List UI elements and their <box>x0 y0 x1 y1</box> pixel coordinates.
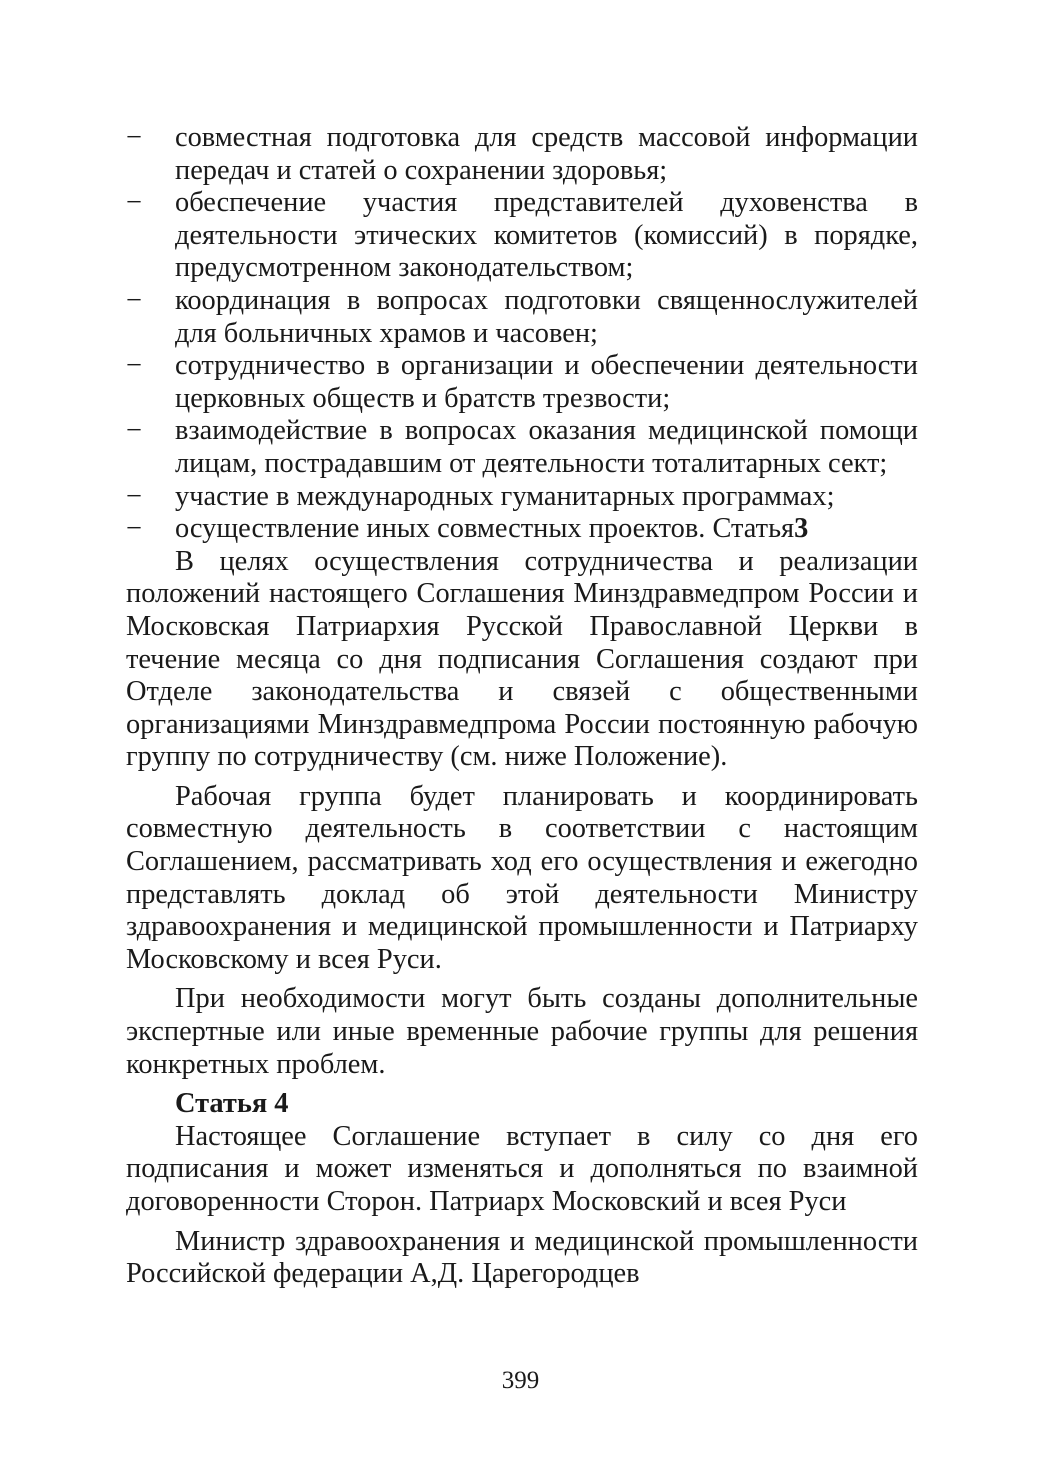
dash-marker: − <box>126 480 143 512</box>
dash-marker: − <box>126 513 143 545</box>
bullet-text: координация в вопросах подготовки священнослужителей для больничных храмов и часовен; <box>175 284 918 349</box>
bullet-list <box>126 122 918 546</box>
bullet-text: взаимодействие в вопросах оказания медицинской помощи лицам, пострадавшим от деятельности тоталитарных сект; <box>175 415 918 479</box>
dash-marker: − <box>126 350 143 382</box>
bullet-item <box>126 513 918 546</box>
bullet-item <box>126 285 918 350</box>
dash-marker: − <box>126 284 143 316</box>
bullet-text: совместная подготовка для средств массовой информации передач и статей о сохранении здоровья; <box>175 122 918 186</box>
bullet-item <box>126 187 918 285</box>
dash-marker: − <box>126 415 143 447</box>
article-3-paragraph: Рабочая группа будет планировать и координировать совместную деятельность в соответствии с настоящим Соглашением, рассматривать ход его осуществления и ежегодно представлять доклад об этой деятельности Министру здравоохранения и медицинской промышленности и Патриарху Московскому и всея Руси. <box>126 780 918 975</box>
bullet-item <box>126 350 918 415</box>
bullet-item <box>126 122 918 187</box>
bullet-item <box>126 415 918 480</box>
dash-marker: − <box>126 187 143 219</box>
document-body <box>126 122 918 1291</box>
bullet-text: участие в международных гуманитарных программах; <box>175 480 835 512</box>
article-4-paragraph: Министр здравоохранения и медицинской промышленности Российской федерации А,Д. Царегородцев <box>126 1225 918 1290</box>
article-3-paragraph: В целях осуществления сотрудничества и реализации положений настоящего Соглашения Минздравмедпром России и Московская Патриархия Русской Православной Церкви в течение месяца со дня подписания Соглашения создают при Отделе законодательства и связей с общественными организациями Минздравмедпрома России постоянную рабочую группу по сотрудничеству (см. ниже Положение). <box>126 545 918 773</box>
bullet-text: осуществление иных совместных проектов. Статья <box>175 513 795 545</box>
article-4-heading: Статья 4 <box>175 1088 289 1120</box>
article-3-paragraph: При необходимости могут быть созданы дополнительные экспертные или иные временные рабочие группы для решения конкретных проблем. <box>126 983 918 1080</box>
article-3-number: 3 <box>794 513 809 545</box>
bullet-text: сотрудничество в организации и обеспечении деятельности церковных обществ и братств трезвости; <box>175 350 918 414</box>
bullet-text: обеспечение участия представителей духовенства в деятельности этических комитетов (комиссий) в порядке, предусмотренном законодательством; <box>175 187 918 284</box>
page-number: 399 <box>501 1367 540 1394</box>
bullet-item <box>126 481 918 514</box>
article-4-paragraph: Настоящее Соглашение вступает в силу со дня его подписания и может изменяться и дополняться по взаимной договоренности Сторон. Патриарх Московский и всея Руси <box>126 1120 918 1217</box>
dash-marker: − <box>126 122 143 153</box>
